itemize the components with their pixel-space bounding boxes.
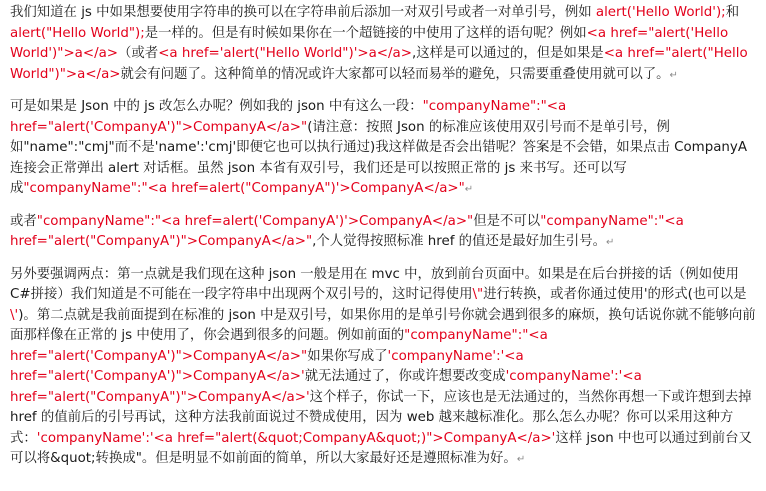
text-run: 是一样的。但是有时候如果你在一个超链接的中使用了这样的语句呢？例如 [144, 25, 587, 41]
code-snippet: 'companyName':'<a href="alert('CompanyA')">CompanyA</a>' [10, 348, 524, 384]
code-snippet: 'companyName':'<a href="alert(&quot;CompanyA&quot;)">CompanyA</a>' [36, 430, 556, 446]
paragraph [10, 265, 758, 471]
paragraph-mark-icon: ↵ [464, 184, 474, 195]
text-run: 或者 [10, 213, 37, 229]
paragraph [10, 3, 758, 86]
code-snippet: <a href="alert('Hello World')">a</a> [10, 25, 729, 61]
code-snippet: "companyName":"<a href=alert("CompanyA")'>CompanyA</a>" [23, 181, 465, 196]
text-run: ,个人觉得按照标准 href 的值还是最好加生引号。 [312, 234, 606, 249]
code-snippet: alert('Hello World'); [595, 5, 726, 20]
paragraph-mark-icon: ↵ [669, 69, 678, 81]
text-run: ,这样是可以通过的，但是如果是 [411, 46, 604, 61]
paragraph-mark-icon: ↵ [605, 237, 615, 248]
text-run: 我们知道在 js 中如果想要使用字符串的换可以在字符串前后添加一对双引号或者一对单引号，例如 [10, 5, 596, 20]
text-run: 这个样子，你试一下，应该也是无法通过的，当然你再想一下或许想到去掉 href 的值前后的引号再试，这种方法我前面说过不赞成使用，因为 web 越来越标准化。那么怎么办呢？你可以采用这种方式： [10, 389, 752, 446]
code-snippet: <a href="alert("Hello World")">a</a> [10, 46, 748, 82]
text-run: （或者 [118, 46, 159, 61]
code-snippet: "companyName":"<a href=alert('CompanyA')'>CompanyA</a>" [36, 213, 474, 229]
text-run: 进行转换，或者你通过使用'的形式(也可以是 [483, 287, 747, 302]
code-snippet: alert("Hello World"); [10, 25, 145, 41]
code-snippet: <a href='alert("Hello World")'>a</a> [158, 46, 412, 61]
text-run: 这样 json 中也可以通过到前台又可以将&quot;转换成"。但是明显不如前面的简单，所以大家最好还是遵照标准为好。 [10, 430, 752, 466]
text-run: )。第二点就是我前面提到在标准的 json 中是双引号，如果你用的是单引号你就会遇到很多的麻烦，换句话说你就不能够向前面那样像在正常的 js 中使用了，你会遇到很多的问题。例如前面的 [10, 307, 756, 343]
text-run: 就会有问题了。这种简单的情况或许大家都可以轻而易举的避免，只需要重叠使用就可以了。 [120, 66, 670, 82]
text-run: (请注意：按照 Json 的标准应该使用双引号而不是单引号，例如"name":"cmj"而不是'name':'cmj'即便它也可以执行通过)我这样做是否会出错呢？答案是不会错，如果点击 CompanyA 连接会正常弹出 alert 对话框。虽然 json 本省有双引号，我们还是可以按照正常的 js 来书写。还可以写成 [10, 119, 747, 196]
code-snippet: \' [10, 307, 19, 323]
code-snippet: \" [472, 287, 484, 302]
code-snippet: "companyName":"<a href="alert('CompanyA')">CompanyA</a>" [10, 99, 567, 135]
paragraph [10, 212, 758, 254]
paragraph [10, 97, 758, 201]
text-run: 如果你写成了 [307, 348, 388, 364]
text-run: 可是如果是 Json 中的 js 改怎么办呢？例如我的 json 中有这么一段： [10, 99, 423, 114]
code-snippet: 'companyName':'<a href="alert("CompanyA")">CompanyA</a>' [10, 369, 642, 405]
text-run: 另外要强调两点：第一点就是我们现在这种 json 一般是用在 mvc 中，放到前台页面中。如果是在后台拼接的话（例如使用 C#拼接）我们知道是不可能在一段字符串中出现两个双引号的，这时记得使用 [10, 266, 739, 302]
text-run: 就无法通过了，你或许想要改变成 [304, 369, 506, 384]
paragraph-mark-icon: ↵ [516, 454, 526, 465]
code-snippet: "companyName":"<a href="alert("CompanyA")">CompanyA</a>" [10, 213, 684, 249]
text-run: 但是不可以 [473, 213, 541, 229]
text-run: 和 [725, 5, 740, 20]
code-snippet: "companyName":"<a href="alert('CompanyA')">CompanyA</a>" [10, 328, 548, 364]
